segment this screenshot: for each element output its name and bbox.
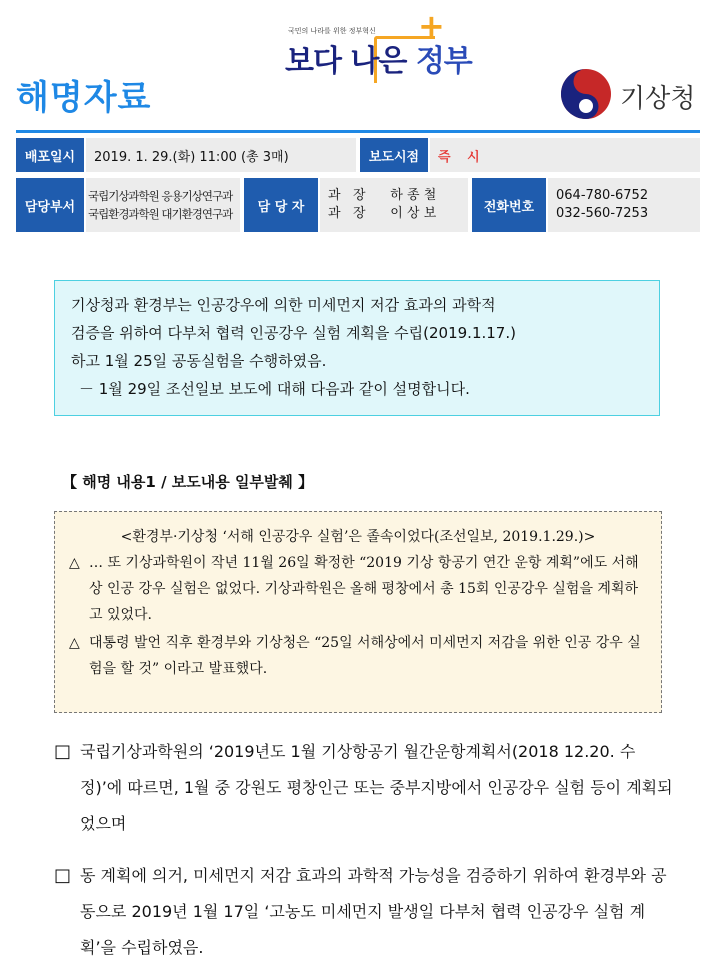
triangle-bullet-icon: △ — [69, 635, 80, 651]
body-paragraph-text: 국립기상과학원의 ‘2019년도 1월 기상항공기 월간운항계획서(2018 12.20. 수정)’에 따르면, 1월 중 강원도 평창인근 또는 중부지방에서 인공강우 실험 등이 계획되었으며 — [80, 742, 673, 833]
gov-tagline: 국민의 나라를 위한 정부혁신 — [288, 27, 376, 35]
kma-emblem-icon — [560, 68, 612, 120]
summary-line: 검증을 위하여 다부처 협력 인공강우 실험 계획을 수립(2019.1.17.) — [71, 324, 516, 342]
summary-line: 기상청과 환경부는 인공강우에 의한 미세먼지 저감 효과의 과학적 — [71, 296, 496, 314]
release-date-value: 2019. 1. 29.(화) 11:00 (총 3매) — [86, 138, 356, 172]
dept-line: 국립환경과학원 대기환경연구과 — [88, 207, 233, 221]
agency-name: 기상청 — [620, 84, 696, 114]
square-bullet-icon: □ — [54, 741, 72, 762]
embargo-value: 즉 시 — [438, 149, 486, 165]
person-line: 과 장 이 상 보 — [328, 206, 437, 221]
gov-slogan-b: 정부 — [415, 44, 472, 79]
body-paragraph-text: 동 계획에 의거, 미세먼지 저감 효과의 과학적 가능성을 검증하기 위하여 환경부와 공동으로 2019년 1월 17일 ‘고농도 미세먼지 발생일 다부처 협력 인공강우 실험 계획’을 수립하였음. — [80, 866, 667, 957]
triangle-bullet-icon: △ — [69, 555, 80, 571]
gov-slogan-a: 보다 나은 — [285, 44, 416, 79]
phone-number: 032-560-7253 — [556, 206, 649, 221]
person-label: 담 당 자 — [244, 178, 318, 232]
excerpt-bullet — [69, 550, 647, 628]
embargo-label: 보도시점 — [360, 138, 428, 172]
excerpt-bullet-text: … 또 기상과학원이 작년 11월 26일 확정한 “2019 기상 항공기 연간 운항 계획”에도 서해상 인공 강우 실험은 없었다. 기상과학원은 올해 평창에서 총 15회 인공강우 실험을 계획하고 있었다. — [89, 555, 639, 623]
gov-logo-plus-icon: + — [418, 7, 445, 45]
excerpt-heading: <환경부·기상청 ‘서해 인공강우 실험’은 졸속이었다(조선일보, 2019.1.29.)> — [120, 529, 596, 545]
body-paragraph — [54, 734, 674, 842]
phone-value — [548, 178, 700, 232]
dept-label: 담당부서 — [16, 178, 84, 232]
body-paragraph — [54, 858, 674, 966]
news-excerpt-box — [54, 511, 662, 713]
phone-label: 전화번호 — [472, 178, 546, 232]
header-divider — [16, 130, 700, 133]
square-bullet-icon: □ — [54, 865, 72, 886]
summary-line: 하고 1월 25일 공동실험을 수행하였음. — [71, 352, 327, 370]
document-type-title: 해명자료 — [16, 78, 152, 118]
embargo-cell — [430, 138, 700, 172]
summary-box — [54, 280, 660, 416]
release-date-label: 배포일시 — [16, 138, 84, 172]
dept-value — [86, 178, 240, 232]
section-title: 【 해명 내용1 / 보도내용 일부발췌 】 — [62, 473, 314, 491]
excerpt-bullet-text: 대통령 발언 직후 환경부와 기상청은 “25일 서해상에서 미세먼지 저감을 위한 인공 강우 실험을 할 것” 이라고 발표했다. — [89, 635, 641, 677]
summary-sub: － 1월 29일 조선일보 보도에 대해 다음과 같이 설명합니다. — [79, 380, 470, 398]
excerpt-bullet — [69, 630, 647, 682]
phone-number: 064-780-6752 — [556, 188, 649, 203]
person-value — [320, 178, 468, 232]
person-line: 과 장 하 종 철 — [328, 188, 437, 203]
gov-logo — [285, 36, 472, 80]
dept-line: 국립기상과학원 응용기상연구과 — [88, 189, 233, 203]
